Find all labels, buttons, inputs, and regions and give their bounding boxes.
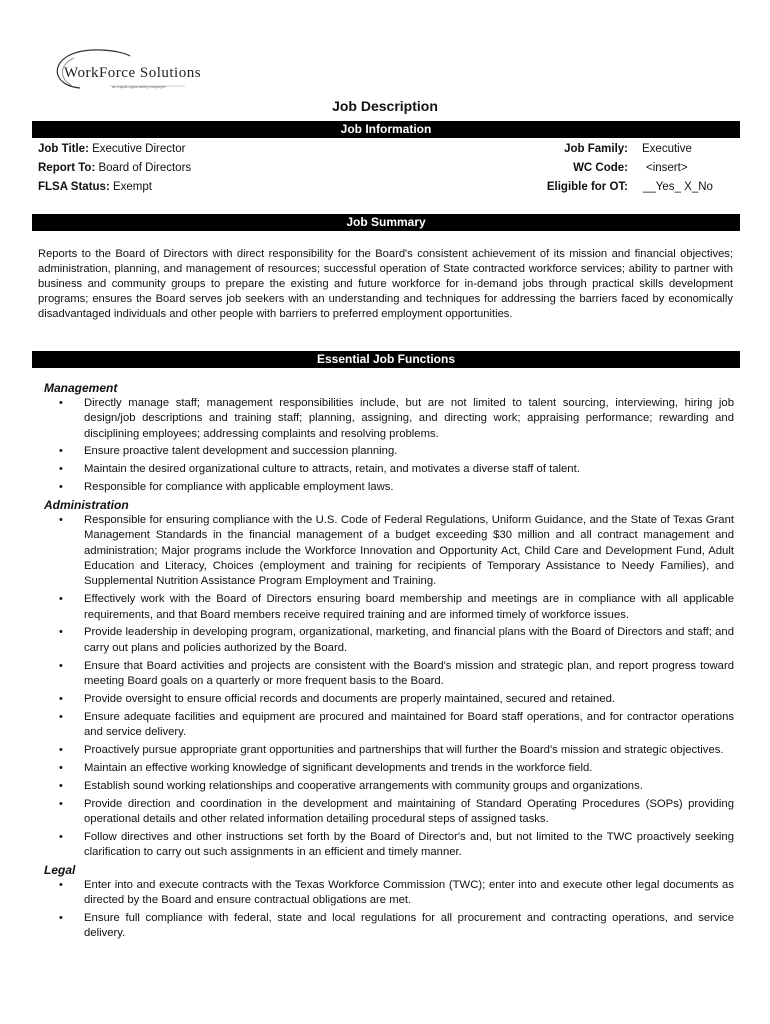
list-item — [44, 625, 734, 656]
bullet-icon: • — [59, 779, 63, 792]
logo-tagline: an equal opportunity employer — [112, 84, 166, 89]
job-family-value: Executive — [642, 143, 692, 155]
list-item-text: Establish sound working relationships and cooperative arrangements with community groups and organizations. — [84, 779, 643, 792]
job-summary-header: Job Summary — [32, 214, 740, 231]
job-summary-text: Reports to the Board of Directors with direct responsibility for the Board's consistent achievement of its mission and financial objectives; administration, planning, and management of resources; successful operation of State contracted workforce services; ability to partner with business and community groups to prepare the existing and future workforce for in-demand jobs through practical skills development programs; ensures the Board serves job seekers with an understanding and techniques for addressing the barriers faced by economically disadvantaged individuals and other people with barriers to preferred employment opportunities. — [38, 248, 733, 320]
bullet-icon: • — [59, 878, 63, 891]
list-item — [44, 396, 734, 442]
list-item-text: Ensure that Board activities and projects are consistent with the Board's mission and strategic plan, and report progress toward meeting Board goals on a quarterly or more frequent basis to the Board. — [84, 659, 734, 687]
workforce-solutions-logo — [50, 48, 202, 92]
bullet-icon: • — [59, 830, 63, 843]
list-item-text: Maintain the desired organizational culture to attracts, retain, and motivates a diverse staff of talent. — [84, 463, 580, 476]
list-item — [44, 911, 734, 942]
list-item — [44, 710, 734, 741]
management-heading: Management — [44, 381, 118, 395]
management-list — [44, 396, 734, 496]
list-item — [44, 797, 734, 828]
bullet-icon: • — [59, 463, 63, 476]
list-item-text: Ensure proactive talent development and succession planning. — [84, 445, 398, 458]
job-title-row — [38, 143, 185, 155]
list-item — [44, 743, 734, 758]
list-item — [44, 592, 734, 623]
list-item-text: Responsible for compliance with applicable employment laws. — [84, 481, 394, 494]
list-item-text: Ensure full compliance with federal, state and local regulations for all procurement and contracting operations, and service delivery. — [84, 912, 734, 940]
eligible-ot-value: __Yes_ X_No — [643, 181, 713, 193]
bullet-icon: • — [59, 743, 63, 756]
list-item-text: Effectively work with the Board of Directors ensuring board membership and meetings are in compliance with all applicable requirements, and that Board members receive required training and are informed timely of workforce issues. — [84, 593, 734, 621]
wc-code-value: <insert> — [646, 162, 688, 174]
list-item — [44, 480, 734, 495]
administration-heading: Administration — [44, 498, 129, 513]
bullet-icon: • — [59, 710, 63, 723]
bullet-icon: • — [59, 761, 63, 774]
job-information-header: Job Information — [32, 121, 740, 138]
list-item — [44, 659, 734, 690]
list-item-text: Follow directives and other instructions set forth by the Board of Director's and, but not limited to the TWC proactively seeking clarification to carry out such assignments in an efficient and timely manner. — [84, 830, 734, 859]
list-item-text: Proactively pursue appropriate grant opportunities and partnerships that will further the Board's mission and strategic objectives. — [84, 743, 724, 756]
essential-functions-header: Essential Job Functions — [32, 351, 740, 368]
flsa-status-label: FLSA Status: — [38, 181, 110, 193]
list-item-text: Maintain an effective working knowledge of significant developments and trends in the workforce field. — [84, 761, 593, 774]
list-item-text: Enter into and execute contracts with the Texas Workforce Commission (TWC); enter into and execute other legal documents as directed by the Board and ensure contractual obligations are met. — [84, 878, 734, 907]
bullet-icon: • — [59, 397, 63, 409]
administration-list — [44, 513, 734, 860]
bullet-icon: • — [59, 797, 63, 810]
bullet-icon: • — [59, 692, 63, 705]
bullet-icon: • — [59, 481, 63, 494]
essential-functions-content — [44, 381, 734, 944]
list-item — [44, 513, 734, 589]
job-title-label: Job Title: — [38, 143, 89, 155]
list-item — [44, 878, 734, 909]
list-item-text: Provide oversight to ensure official records and documents are properly maintained, secured and retained. — [84, 692, 616, 705]
report-to-label: Report To: — [38, 162, 96, 174]
legal-heading: Legal — [44, 862, 76, 877]
list-item-text: Directly manage staff; management responsibilities include, but are not limited to talent sourcing, interviewing, hiring job design/job descriptions and training staff; planning, assigning, and directing work; appraising performance; rewarding and disciplining employees; addressing complaints and resolving problems. — [84, 397, 734, 440]
list-item-text: Responsible for ensuring compliance with the U.S. Code of Federal Regulations, Uniform Guidance, and the State of Texas Grant Management Standards in the financial management of a budget exceeding $30 million and all contract management and administration; Major programs include the Workforce Innovation and Opportunity Act, Child Care and Development Fund, Adult Education and Literacy, Choices (employment and training for recipients of Temporary Assistance to Needy Families), and Supplemental Nutrition Assistance Program Employment and Training. — [84, 514, 734, 588]
list-item-text: Provide leadership in developing program, organizational, marketing, and financial plans with the Board of Directors and staff; and carry out plans and policies authorized by the Board. — [84, 626, 734, 654]
flsa-status-value: Exempt — [112, 181, 152, 193]
bullet-icon: • — [59, 593, 63, 606]
flsa-status-row — [38, 181, 152, 193]
list-item — [44, 462, 734, 477]
job-family-label: Job Family: — [564, 143, 628, 155]
bullet-icon: • — [59, 445, 63, 458]
list-item — [44, 444, 734, 459]
bullet-icon: • — [59, 659, 63, 672]
list-item — [44, 779, 734, 794]
bullet-icon: • — [59, 912, 63, 925]
report-to-value: Board of Directors — [98, 162, 192, 174]
legal-list — [44, 878, 734, 942]
list-item-text: Provide direction and coordination in the development and maintaining of Standard Operating Procedures (SOPs) providing operational details and other related information detailing procedural steps of assigned tasks. — [84, 797, 734, 825]
wc-code-label: WC Code: — [573, 162, 628, 174]
logo-text: WorkForce Solutions — [64, 65, 202, 81]
list-item — [44, 830, 734, 861]
job-title-value: Executive Director — [92, 143, 186, 155]
report-to-row — [38, 162, 191, 174]
bullet-icon: • — [59, 626, 63, 639]
list-item — [44, 761, 734, 776]
list-item-text: Ensure adequate facilities and equipment are procured and maintained for Board staff operations, and for contractor operations and service delivery. — [84, 710, 734, 738]
list-item — [44, 692, 734, 707]
bullet-icon: • — [59, 514, 63, 527]
document-title: Job Description — [332, 98, 438, 114]
eligible-ot-label: Eligible for OT: — [546, 181, 628, 193]
